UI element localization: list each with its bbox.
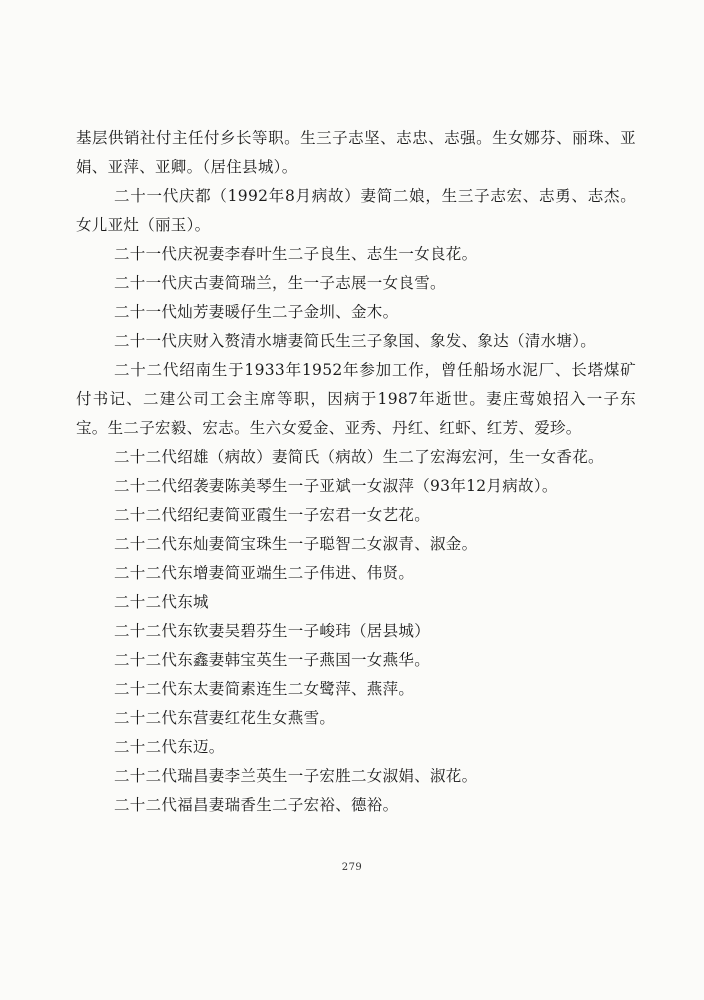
paragraph: 二十二代绍袭妻陈美琴生一子亚斌一女淑萍（93年12月病故）。: [114, 477, 558, 495]
paragraph: 二十二代绍雄（病故）妻简氏（病故）生二了宏海宏河，生一女香花。: [114, 448, 604, 466]
paragraph: 二十一代庆古妻简瑞兰，生一子志展一女良雪。: [114, 274, 446, 292]
paragraph: 二十一代庆都（1992年8月病故）妻简二娘，生三子志宏、志勇、志杰。女儿亚灶（丽玉）。: [76, 187, 636, 234]
paragraph: 二十二代东太妻简素连生二女鹭萍、燕萍。: [114, 680, 415, 698]
paragraph: 二十二代绍纪妻简亚霞生一子宏君一女艺花。: [114, 506, 431, 524]
paragraph: 二十一代庆财入赘清水塘妻简氏生三子象国、象发、象达（清水塘）。: [114, 332, 597, 350]
paragraph: 二十二代东鑫妻韩宝英生一子燕国一女燕华。: [114, 651, 431, 669]
paragraph: 二十二代东迈。: [114, 738, 225, 756]
genealogy-text: [76, 124, 636, 820]
paragraph: 二十一代灿芳妻暖仔生二子金圳、金木。: [114, 303, 399, 321]
paragraph: 二十二代东城: [114, 593, 209, 611]
paragraph: 二十一代庆祝妻李春叶生二子良生、志生一女良花。: [114, 245, 478, 263]
paragraph: 二十二代绍南生于1933年1952年参加工作，曾任船场水泥厂、长塔煤矿付书记、二建公司工会主席等职，因病于1987年逝世。妻庄莺娘招入一子东宝。生二子宏毅、宏志。生六女爱金、亚秀、丹红、红虾、红芳、爱珍。: [76, 361, 636, 437]
paragraph: 二十二代瑞昌妻李兰英生一子宏胜二女淑娟、淑花。: [114, 767, 478, 785]
paragraph: 二十二代东灿妻简宝珠生一子聪智二女淑青、淑金。: [114, 535, 478, 553]
paragraph: 二十二代福昌妻瑞香生二子宏裕、德裕。: [114, 796, 399, 814]
page-number: 279: [341, 862, 363, 873]
paragraph: 二十二代东钦妻吴碧芬生一子峻玮（居县城）: [114, 622, 431, 640]
paragraph: 二十二代东增妻简亚端生二子伟进、伟贤。: [114, 564, 415, 582]
paragraph-continuation: 基层供销社付主任付乡长等职。生三子志坚、志忠、志强。生女娜芬、丽珠、亚娟、亚萍、亚卿。（居住县城）。: [76, 129, 636, 176]
paragraph: 二十二代东营妻红花生女燕雪。: [114, 709, 336, 727]
